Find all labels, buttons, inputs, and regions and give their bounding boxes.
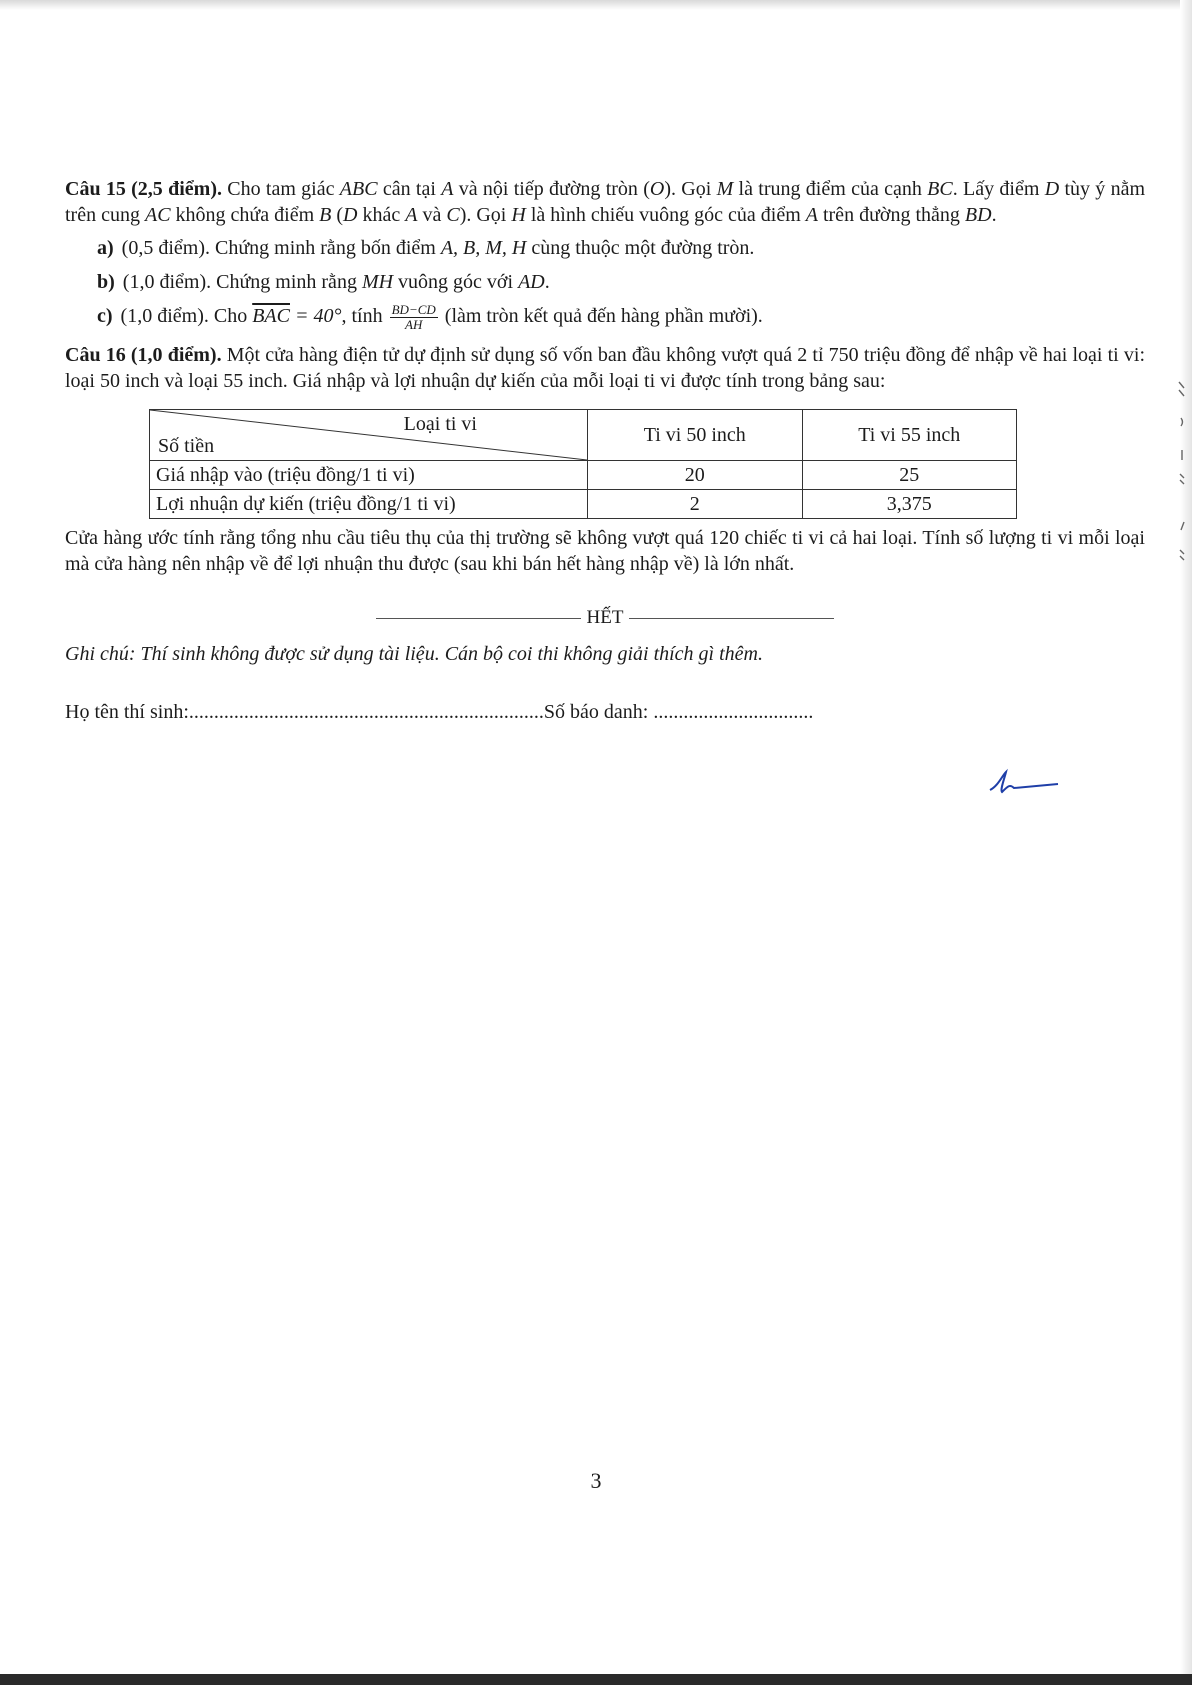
- exam-note: Ghi chú: Thí sinh không được sử dụng tài liệu. Cán bộ coi thi không giải thích gì thêm.: [65, 642, 763, 665]
- candidate-name-field: Họ tên thí sinh:.......................................................................: [65, 700, 544, 723]
- math-fraction: [390, 303, 438, 332]
- diagonal-line: [150, 410, 587, 460]
- math-h: H: [511, 204, 526, 226]
- q15-text: khác: [357, 204, 406, 226]
- end-rule-left: [376, 618, 581, 619]
- cell-value: 25: [802, 460, 1017, 489]
- math-ad: AD: [518, 271, 545, 293]
- column-header-50: Ti vi 50 inch: [588, 409, 803, 460]
- math-a: A: [805, 204, 818, 226]
- part-text: .: [544, 271, 550, 293]
- q15-text: và nội tiếp đường tròn (: [453, 178, 650, 200]
- scan-bottom-edge: [0, 1674, 1192, 1685]
- column-header-55: Ti vi 55 inch: [802, 409, 1017, 460]
- math-b: B: [319, 204, 332, 226]
- q15-text: (: [331, 204, 344, 226]
- corner-bottom-label: Số tiền: [158, 434, 215, 457]
- part-text: (1,0 điểm). Cho: [120, 305, 253, 327]
- q15-text: trên đường thẳng: [817, 204, 965, 226]
- fraction-denominator: AH: [405, 316, 423, 332]
- margin-scan-marks: [1175, 380, 1189, 580]
- q15-text: cân tại: [377, 178, 442, 200]
- corner-top-label: Loại ti vi: [403, 412, 477, 435]
- part-text: , tính: [341, 305, 388, 327]
- cell-value: 3,375: [802, 489, 1017, 518]
- q15-text: ). Gọi: [664, 178, 717, 200]
- part-label: a): [97, 237, 114, 259]
- signature-mark: [988, 768, 1060, 798]
- scan-top-edge: [0, 0, 1192, 10]
- math-a: A: [441, 178, 454, 200]
- fraction-numerator: BD−CD: [391, 301, 436, 317]
- part-text: cùng thuộc một đường tròn.: [526, 237, 755, 259]
- q15-part-a: [97, 234, 1145, 262]
- math-ac: AC: [144, 204, 171, 226]
- math-c: C: [446, 204, 460, 226]
- end-rule-right: [629, 618, 834, 619]
- q16-text: Một cửa hàng điện tử dự định sử dụng số vốn ban đầu không vượt quá 2 tỉ 750 triệu đồng để nhập về hai loại ti vi: loại 50 inch và loại 55 inch. Giá nhập và lợi nhuận dự kiến của mỗi loại ti vi được tính trong bảng sau:: [65, 343, 1146, 392]
- cell-value: 2: [588, 489, 803, 518]
- math-d: D: [343, 204, 358, 226]
- q15-text: tùy ý nằm trên cung: [65, 178, 1146, 226]
- q15-text: . Lấy điểm: [952, 178, 1045, 200]
- price-profit-table: [149, 409, 1017, 519]
- math-angle-value: = 40°: [289, 305, 342, 327]
- part-text: (0,5 điểm). Chứng minh rằng bốn điểm: [121, 237, 441, 259]
- math-mh: MH: [361, 271, 394, 293]
- q15-text: ). Gọi: [459, 204, 512, 226]
- table-corner-cell: [150, 409, 588, 460]
- question-15: [65, 176, 1145, 228]
- page-number: 3: [590, 1468, 602, 1493]
- math-d: D: [1044, 178, 1060, 200]
- end-text: HẾT: [586, 606, 624, 628]
- candidate-number-field: Số báo danh: ................................: [543, 700, 814, 723]
- question-16: [65, 342, 1145, 394]
- table-header-row: [150, 409, 1017, 460]
- q15-text: là hình chiếu vuông góc của điểm: [525, 204, 806, 226]
- candidate-fields: [65, 699, 1145, 725]
- table-row: [150, 489, 1017, 518]
- q15-part-b: [97, 268, 1145, 296]
- table-row: [150, 460, 1017, 489]
- q15-text: không chứa điểm: [170, 204, 320, 226]
- math-angle-bac: $\overline{BAC}$: [252, 305, 290, 327]
- math-m: M: [716, 178, 734, 200]
- math-abc: ABC: [339, 178, 378, 200]
- math-points: A, B, M, H: [440, 237, 527, 259]
- row-label: Giá nhập vào (triệu đồng/1 ti vi): [150, 460, 588, 489]
- question-15-heading: Câu 15 (2,5 điểm).: [65, 178, 222, 200]
- part-label: c): [97, 305, 113, 327]
- exam-page: [65, 176, 1145, 725]
- cell-value: 20: [588, 460, 803, 489]
- question-16-heading: Câu 16 (1,0 điểm).: [65, 343, 222, 366]
- q15-text: .: [991, 204, 997, 226]
- part-text: (làm tròn kết quả đến hàng phần mười).: [439, 305, 763, 327]
- q15-part-c: [97, 302, 1145, 332]
- part-label: b): [97, 271, 115, 293]
- question-16-continuation: Cửa hàng ước tính rằng tổng nhu cầu tiêu thụ của thị trường sẽ không vượt quá 120 chiếc ti vi cả hai loại. Tính số lượng ti vi mỗi loại mà cửa hàng nên nhập về để lợi nhuận thu được (sau khi bán hết hàng nhập về) là lớn nhất.: [65, 526, 1145, 575]
- math-bd: BD: [964, 204, 992, 226]
- end-marker: [65, 605, 1145, 631]
- math-bc: BC: [927, 178, 953, 200]
- q15-text: và: [417, 204, 447, 226]
- scan-right-edge: [1180, 0, 1192, 1674]
- math-a: A: [405, 204, 418, 226]
- q15-text: Cho tam giác: [221, 178, 340, 200]
- math-o: O: [649, 178, 665, 200]
- q15-text: là trung điểm của cạnh: [733, 178, 928, 200]
- part-text: vuông góc với: [393, 271, 519, 293]
- part-text: (1,0 điểm). Chứng minh rằng: [122, 271, 362, 293]
- row-label: Lợi nhuận dự kiến (triệu đồng/1 ti vi): [150, 489, 588, 518]
